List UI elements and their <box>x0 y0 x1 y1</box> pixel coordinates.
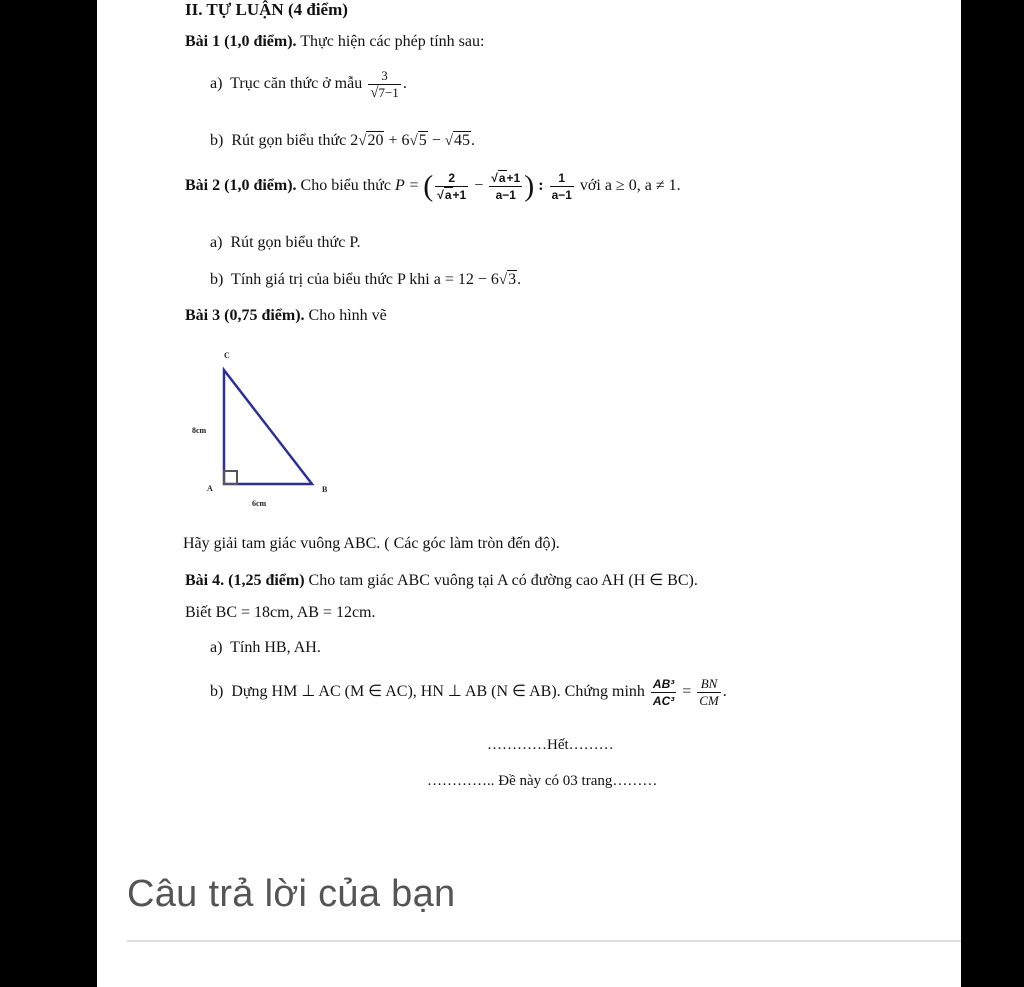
bai1-b-rad2: 5 <box>418 132 427 149</box>
bai1-intro: Thực hiện các phép tính sau: <box>300 33 485 50</box>
bai4-intro: Cho tam giác ABC vuông tại A có đường cao AH (H ∈ BC). <box>308 572 698 589</box>
bai4-f1-num: AB³ <box>652 677 675 691</box>
bai1-a-numerator: 3 <box>368 68 401 85</box>
bai1-b-expr1: 2 <box>350 132 359 149</box>
exam-page <box>97 0 961 987</box>
right-angle-marker <box>224 471 237 484</box>
bai1-a-den-text: 7−1 <box>378 85 399 100</box>
bai4-header-line <box>185 570 698 590</box>
bai2-f1-num: 2 <box>435 170 468 187</box>
bai2-a-text: Rút gọn biểu thức P. <box>230 234 361 251</box>
bai1-b-rad1: 20 <box>367 132 384 149</box>
bai2-fraction-3 <box>550 170 574 203</box>
bai1-b-rad3: 45 <box>453 132 470 149</box>
bai4-eq: = <box>682 683 692 701</box>
section-title: II. TỰ LUẬN (4 điểm) <box>185 0 348 19</box>
bai2-b-rad: 3 <box>508 271 517 288</box>
bai1-b-text: Rút gọn biểu thức <box>231 132 347 149</box>
bai2-f2-num: √a+1 <box>491 171 521 185</box>
bai1-a-label: a) <box>210 75 223 93</box>
bai1-header: Bài 1 (1,0 điểm). <box>185 33 297 50</box>
bai2-minus: − <box>474 177 484 195</box>
bai2-f1-den-rad: a <box>444 188 452 202</box>
bai2-fraction-2 <box>489 170 522 203</box>
bai2-b-label: b) <box>210 271 224 288</box>
bai2-condition: với a ≥ 0, a ≠ 1. <box>579 177 681 195</box>
bai1-b-label: b) <box>210 132 224 149</box>
bai1-b-expr2: + 6 <box>384 132 410 149</box>
bai2-f2-num-rad: a <box>498 171 506 185</box>
bai2-fraction-1 <box>435 170 468 203</box>
bai4-a-text: Tính HB, AH. <box>230 639 321 656</box>
bai2-header-line: Bài 2 (1,0 điểm). Cho biểu thức P = ( $\frac{2}{√a+1}$ − $\frac{√a+1}{a-1}$ ) : $\frac{1}{a-1}$ với a ≥ 0, a ≠ 1. <box>185 169 681 203</box>
bai4-b-text: Dựng HM ⊥ AC (M ∈ AC), HN ⊥ AB (N ∈ AB). Chứng minh <box>231 683 645 701</box>
bai1-a-text: Trục căn thức ở mẫu <box>230 75 363 93</box>
bai2-header: Bài 2 (1,0 điểm). <box>185 177 297 195</box>
bai1-b-end: . <box>470 132 475 149</box>
bai4-given: Biết BC = 18cm, AB = 12cm. <box>185 604 376 621</box>
bai4-f2-num: BN <box>697 676 721 693</box>
bai1-a-denominator: √7−1 <box>370 85 399 101</box>
bai4-f2-den: CM <box>699 693 719 708</box>
bai1-b-expr3: − <box>427 132 445 149</box>
bai2-f2-den: a−1 <box>495 188 516 202</box>
bai4-header: Bài 4. (1,25 điểm) <box>185 572 305 589</box>
bai2-f2-num-rest: +1 <box>506 171 521 185</box>
end-line: …………Hết……… <box>487 737 614 753</box>
bai1-a-fraction <box>368 68 401 101</box>
bai2-a-label: a) <box>210 234 223 251</box>
bai2-f1-den-rest: +1 <box>452 188 467 202</box>
vertex-c-label: C <box>224 351 230 360</box>
bai4-f1-den: AC³ <box>652 694 675 708</box>
bai4-part-a <box>210 639 321 657</box>
bai1-header-line <box>185 33 484 51</box>
bai2-b-end: . <box>517 271 522 288</box>
bai2-f3-den: a−1 <box>551 188 572 202</box>
triangle-figure <box>182 340 342 520</box>
vertex-a-label: A <box>207 484 213 493</box>
side-ac-label: 8cm <box>192 426 207 435</box>
bai2-f3-num: 1 <box>550 170 574 187</box>
bai2-f1-den: √a+1 <box>437 188 467 202</box>
bai2-colon: : <box>538 177 544 195</box>
answer-title: Câu trả lời của bạn <box>127 873 456 915</box>
bai3-header: Bài 3 (0,75 điểm). <box>185 307 305 324</box>
bai2-intro: Cho biểu thức <box>300 177 391 195</box>
bai1-part-b: b) Rút gọn biểu thức 2√20 + 6√5 − √45. <box>210 132 475 149</box>
bai2-part-a <box>210 234 360 252</box>
bai4-b-end: . <box>722 683 727 701</box>
bai4-a-label: a) <box>210 639 223 656</box>
bai4-fraction-2 <box>697 676 721 709</box>
bai3-intro: Cho hình vẽ <box>308 307 387 324</box>
side-ab-label: 6cm <box>252 499 267 508</box>
bai2-part-b: b) Tính giá trị của biểu thức P khi a = 12 − 6√3. <box>210 271 522 288</box>
bai3-header-line <box>185 307 387 325</box>
bai4-fraction-1 <box>651 676 676 709</box>
bai3-task: Hãy giải tam giác vuông ABC. ( Các góc làm tròn đến độ). <box>183 535 560 552</box>
bai1-part-a: a) Trục căn thức ở mẫu $\frac{3}{√7-1}$ . <box>210 68 407 101</box>
triangle-abc <box>224 370 312 484</box>
pages-line: ………….. Đề này có 03 trang……… <box>427 773 658 789</box>
answer-input-underline[interactable] <box>127 940 961 942</box>
bai2-p-eq: P = <box>394 177 420 195</box>
bai4-part-b <box>210 676 727 709</box>
vertex-b-label: B <box>322 485 328 494</box>
bai4-b-label: b) <box>210 683 224 701</box>
bai2-b-text: Tính giá trị của biểu thức P khi a = 12 − 6 <box>231 271 499 288</box>
